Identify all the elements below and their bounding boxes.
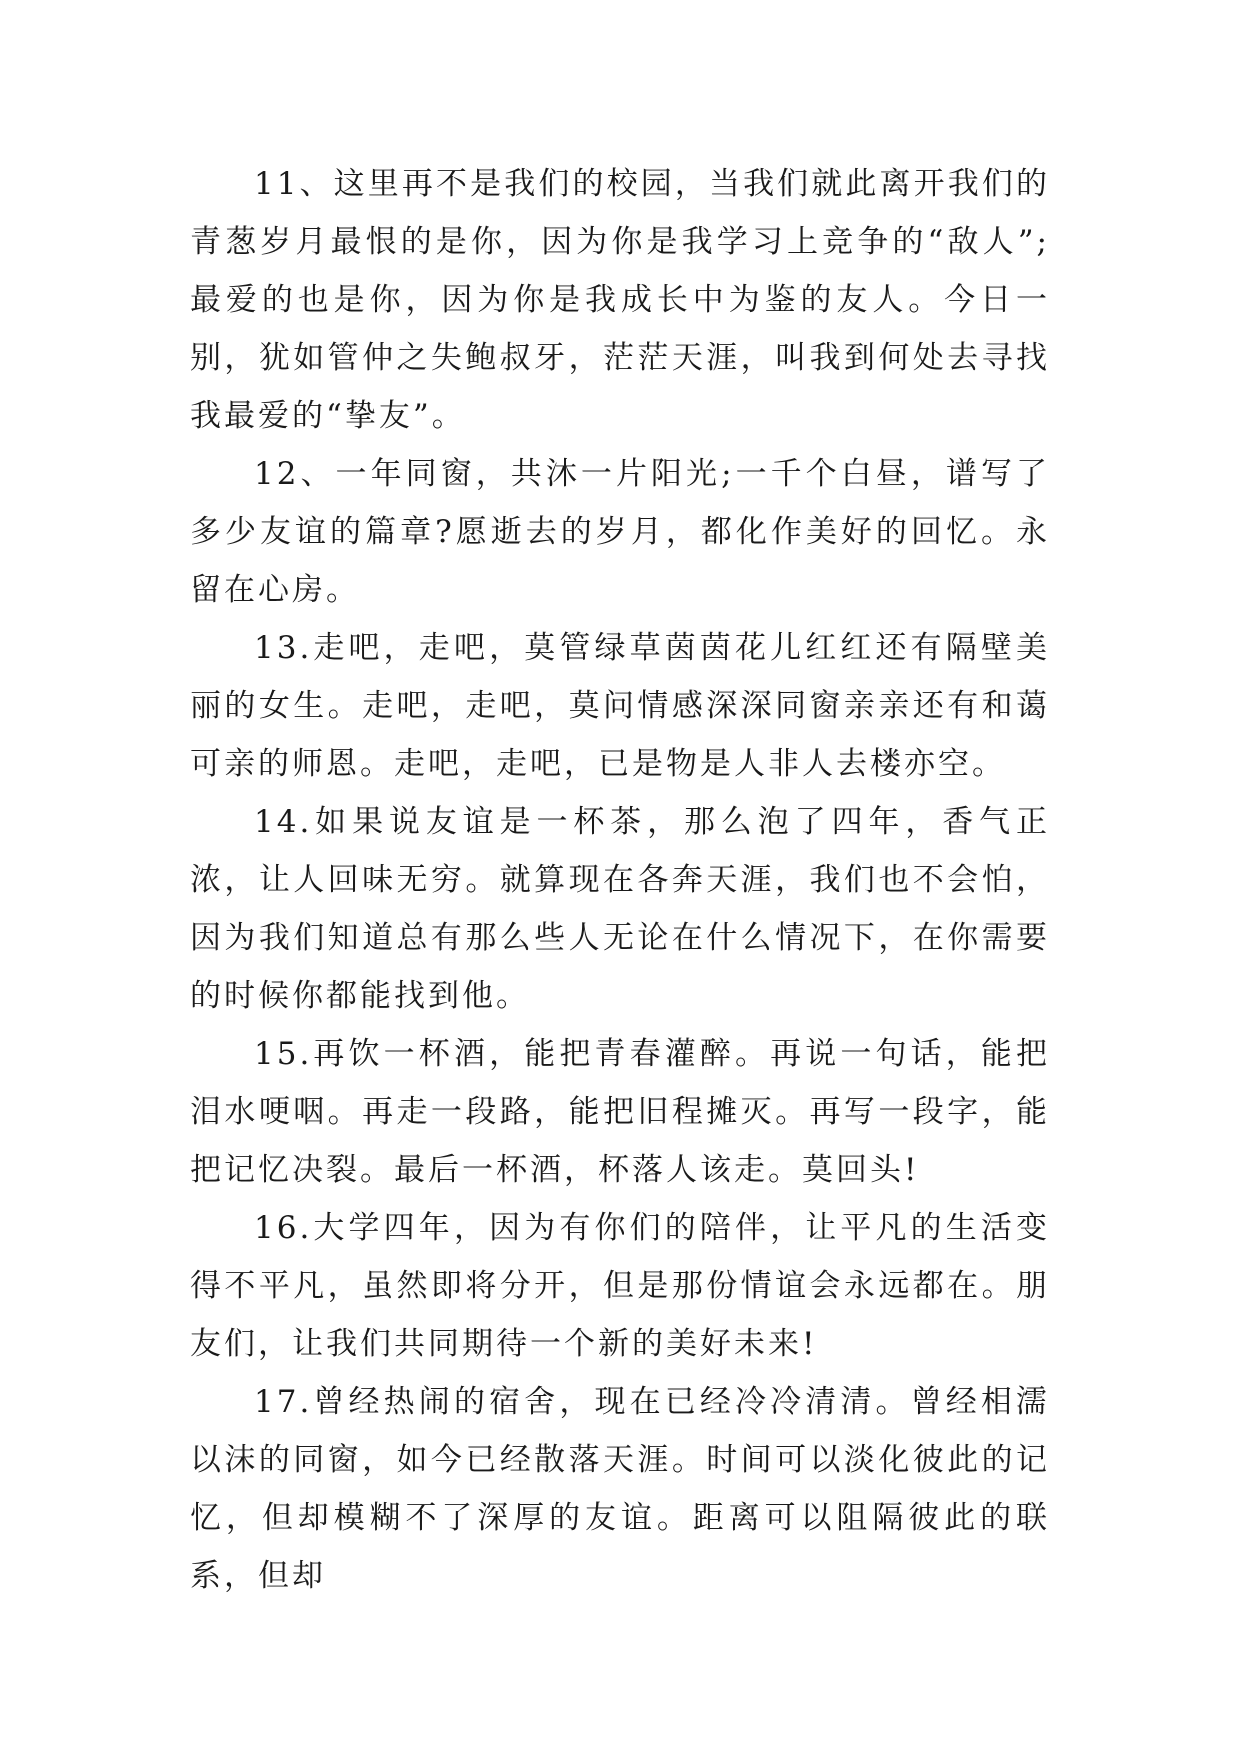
paragraph-12: 12、一年同窗，共沐一片阳光;一千个白昼，谱写了多少友谊的篇章?愿逝去的岁月，都化作美好的回忆。永留在心房。	[190, 456, 1050, 608]
paragraph-15: 15.再饮一杯酒，能把青春灌醉。再说一句话，能把泪水哽咽。再走一段路，能把旧程摊灭。再写一段字，能把记忆决裂。最后一杯酒，杯落人该走。莫回头!	[190, 1036, 1050, 1188]
paragraph-14: 14.如果说友谊是一杯茶，那么泡了四年，香气正浓，让人回味无穷。就算现在各奔天涯，我们也不会怕，因为我们知道总有那么些人无论在什么情况下，在你需要的时候你都能找到他。	[190, 804, 1050, 1014]
paragraph-17: 17.曾经热闹的宿舍，现在已经冷冷清清。曾经相濡以沫的同窗，如今已经散落天涯。时间可以淡化彼此的记忆，但却模糊不了深厚的友谊。距离可以阻隔彼此的联系，但却	[190, 1384, 1050, 1594]
paragraph-11: 11、这里再不是我们的校园，当我们就此离开我们的青葱岁月最恨的是你，因为你是我学习上竞争的“敌人”;最爱的也是你，因为你是我成长中为鉴的友人。今日一别，犹如管仲之失鲍叔牙，茫茫天涯，叫我到何处去寻找我最爱的“挚友”。	[190, 166, 1050, 434]
paragraph-13: 13.走吧，走吧，莫管绿草茵茵花儿红红还有隔壁美丽的女生。走吧，走吧，莫问情感深深同窗亲亲还有和蔼可亲的师恩。走吧，走吧，已是物是人非人去楼亦空。	[190, 630, 1050, 782]
document-body	[190, 155, 1050, 1605]
paragraph-16: 16.大学四年，因为有你们的陪伴，让平凡的生活变得不平凡，虽然即将分开，但是那份情谊会永远都在。朋友们，让我们共同期待一个新的美好未来!	[190, 1210, 1050, 1362]
